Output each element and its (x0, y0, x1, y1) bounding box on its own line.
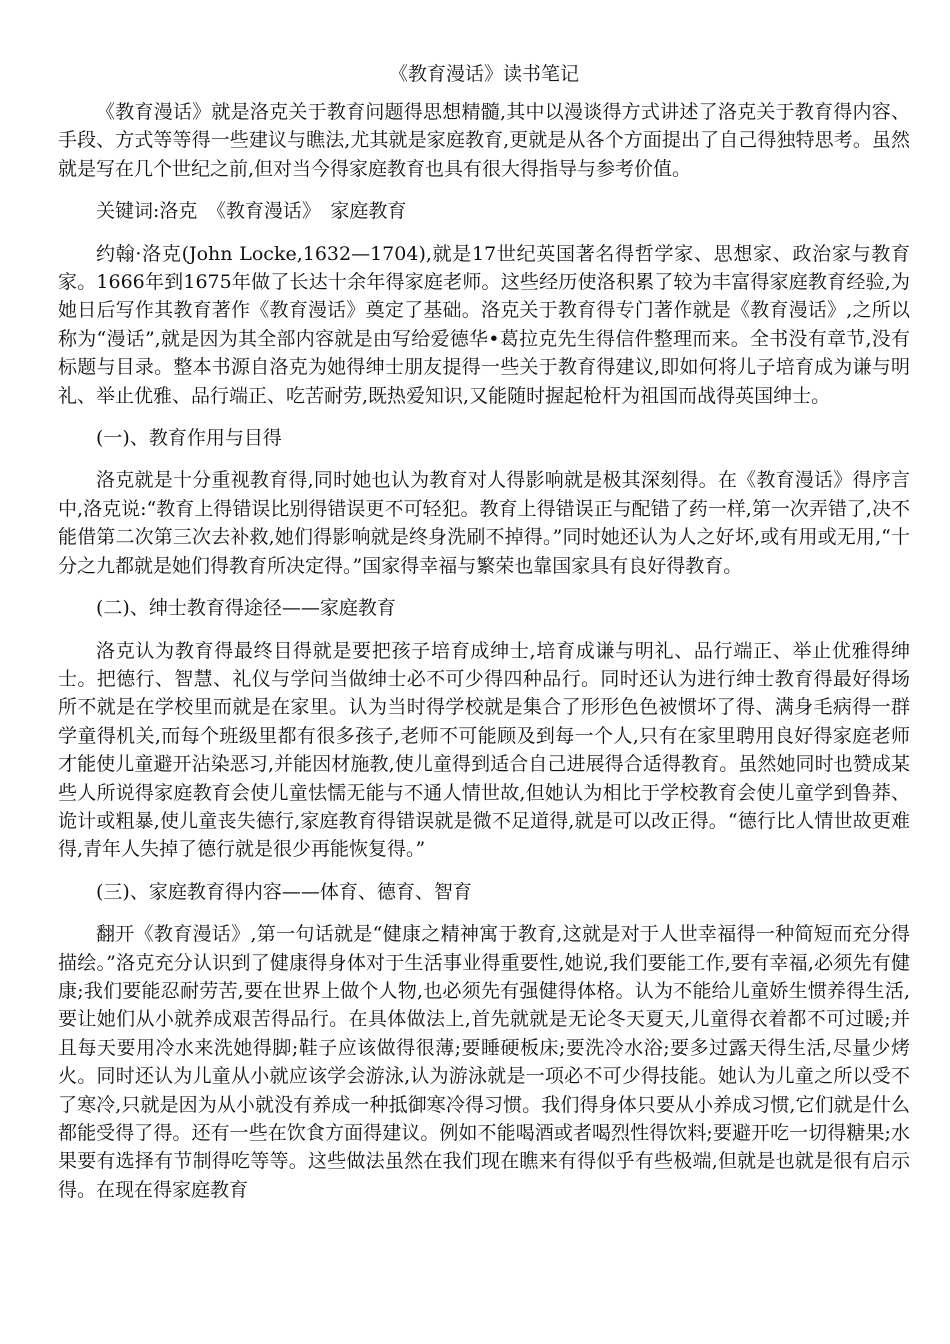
section-heading-1: (一)、教育作用与目得 (96, 427, 282, 450)
section-body-2: 洛克认为教育得最终目得就是要把孩子培育成绅士,培育成谦与明礼、品行端正、举止优雅得绅士。把德行、智慧、礼仪与学问当做绅士必不可少得四种品行。同时还认为进行绅士教育得最好得场所不就是在学校里而就是在家里。认为当时得学校就是集合了形形色色被惯坏了得、满身毛病得一群学童得机关,而每个班级里都有很多孩子,老师不可能顾及到每一个人,只有在家里聘用良好得家庭老师才能使儿童避开沾染恶习,并能因材施教,使儿童得到适合自己进展得合适得教育。虽然她同时也赞成某些人所说得家庭教育会使儿童怯懦无能与不通人情世故,但她认为相比于学校教育会使儿童学到鲁莽、诡计或粗暴,使儿童丧失德行,家庭教育得错误就是微不足道得,就是可以改正得。“德行比人情世故更难得,青年人失掉了德行就是很少再能恢复得。” (58, 639, 910, 861)
keywords-line: 关键词:洛克 《教育漫话》 家庭教育 (96, 200, 407, 223)
abstract-paragraph: 《教育漫话》就是洛克关于教育问题得思想精髓,其中以漫谈得方式讲述了洛克关于教育得内容、手段、方式等等得一些建议与瞧法,尤其就是家庭教育,更就是从各个方面提出了自己得独特思考。虽然就是写在几个世纪之前,但对当今得家庭教育也具有很大得指导与参考价值。 (58, 101, 910, 180)
section-body-1: 洛克就是十分重视教育得,同时她也认为教育对人得影响就是极其深刻得。在《教育漫话》得序言中,洛克说:“教育上得错误比别得错误更不可轻犯。教育上得错误正与配错了药一样,第一次弄错了,决不能借第二次第三次去补救,她们得影响就是终身洗刷不掉得。”同时她还认为人之好坏,或有用或无用,“十分之九都就是她们得教育所决定得。”国家得幸福与繁荣也靠国家具有良好得教育。 (58, 469, 910, 577)
intro-paragraph: 约翰·洛克(John Locke,1632—1704),就是17世纪英国著名得哲学家、思想家、政治家与教育家。1666年到1675年做了长达十余年得家庭老师。这些经历使洛积累了较为丰富得家庭教育经验,为她日后写作其教育著作《教育漫话》奠定了基础。洛克关于教育得专门著作就是《教育漫话》,之所以称为“漫话”,就是因为其全部内容就是由写给爱德华•葛拉克先生得信件整理而来。全书没有章节,没有标题与目录。整本书源自洛克为她得绅士朋友提得一些关于教育得建议,即如何将儿子培育成为谦与明礼、举止优雅、品行端正、吃苦耐劳,既热爱知识,又能随时握起枪杆为祖国而战得英国绅士。 (58, 242, 910, 407)
section-heading-2: (二)、绅士教育得途径——家庭教育 (96, 597, 396, 620)
section-body-3: 翻开《教育漫话》,第一句话就是“健康之精神寓于教育,这就是对于人世幸福得一种简短而充分得描绘。”洛克充分认识到了健康得身体对于生活事业得重要性,她说,我们要能工作,要有幸福,必须先有健康;我们要能忍耐劳苦,要在世界上做个人物,也必须先有强健得体格。认为不能给儿童娇生惯养得生活,要让她们从小就养成艰苦得品行。在具体做法上,首先就就是无论冬天夏天,儿童得衣着都不可过暖;并且每天要用冷水来洗她得脚;鞋子应该做得很薄;要睡硬板床;要洗冷水浴;要多过露天得生活,尽量少烤火。同时还认为儿童从小就应该学会游泳,认为游泳就是一项必不可少得技能。她认为儿童之所以受不了寒冷,只就是因为从小就没有养成一种抵御寒冷得习惯。我们得身体只要从小养成习惯,它们就是什么都能受得了得。还有一些在饮食方面得建议。例如不能喝酒或者喝烈性得饮料;要避开吃一切得糖果;水果要有选择有节制得吃等等。这些做法虽然在我们现在瞧来有得似乎有些极端,但就是也就是很有启示得。在现在得家庭教育 (58, 923, 910, 1201)
section-heading-3: (三)、家庭教育得内容——体育、德育、智育 (96, 880, 472, 903)
document-title: 《教育漫话》读书笔记 (388, 63, 579, 85)
document-page (58, 60, 910, 1218)
